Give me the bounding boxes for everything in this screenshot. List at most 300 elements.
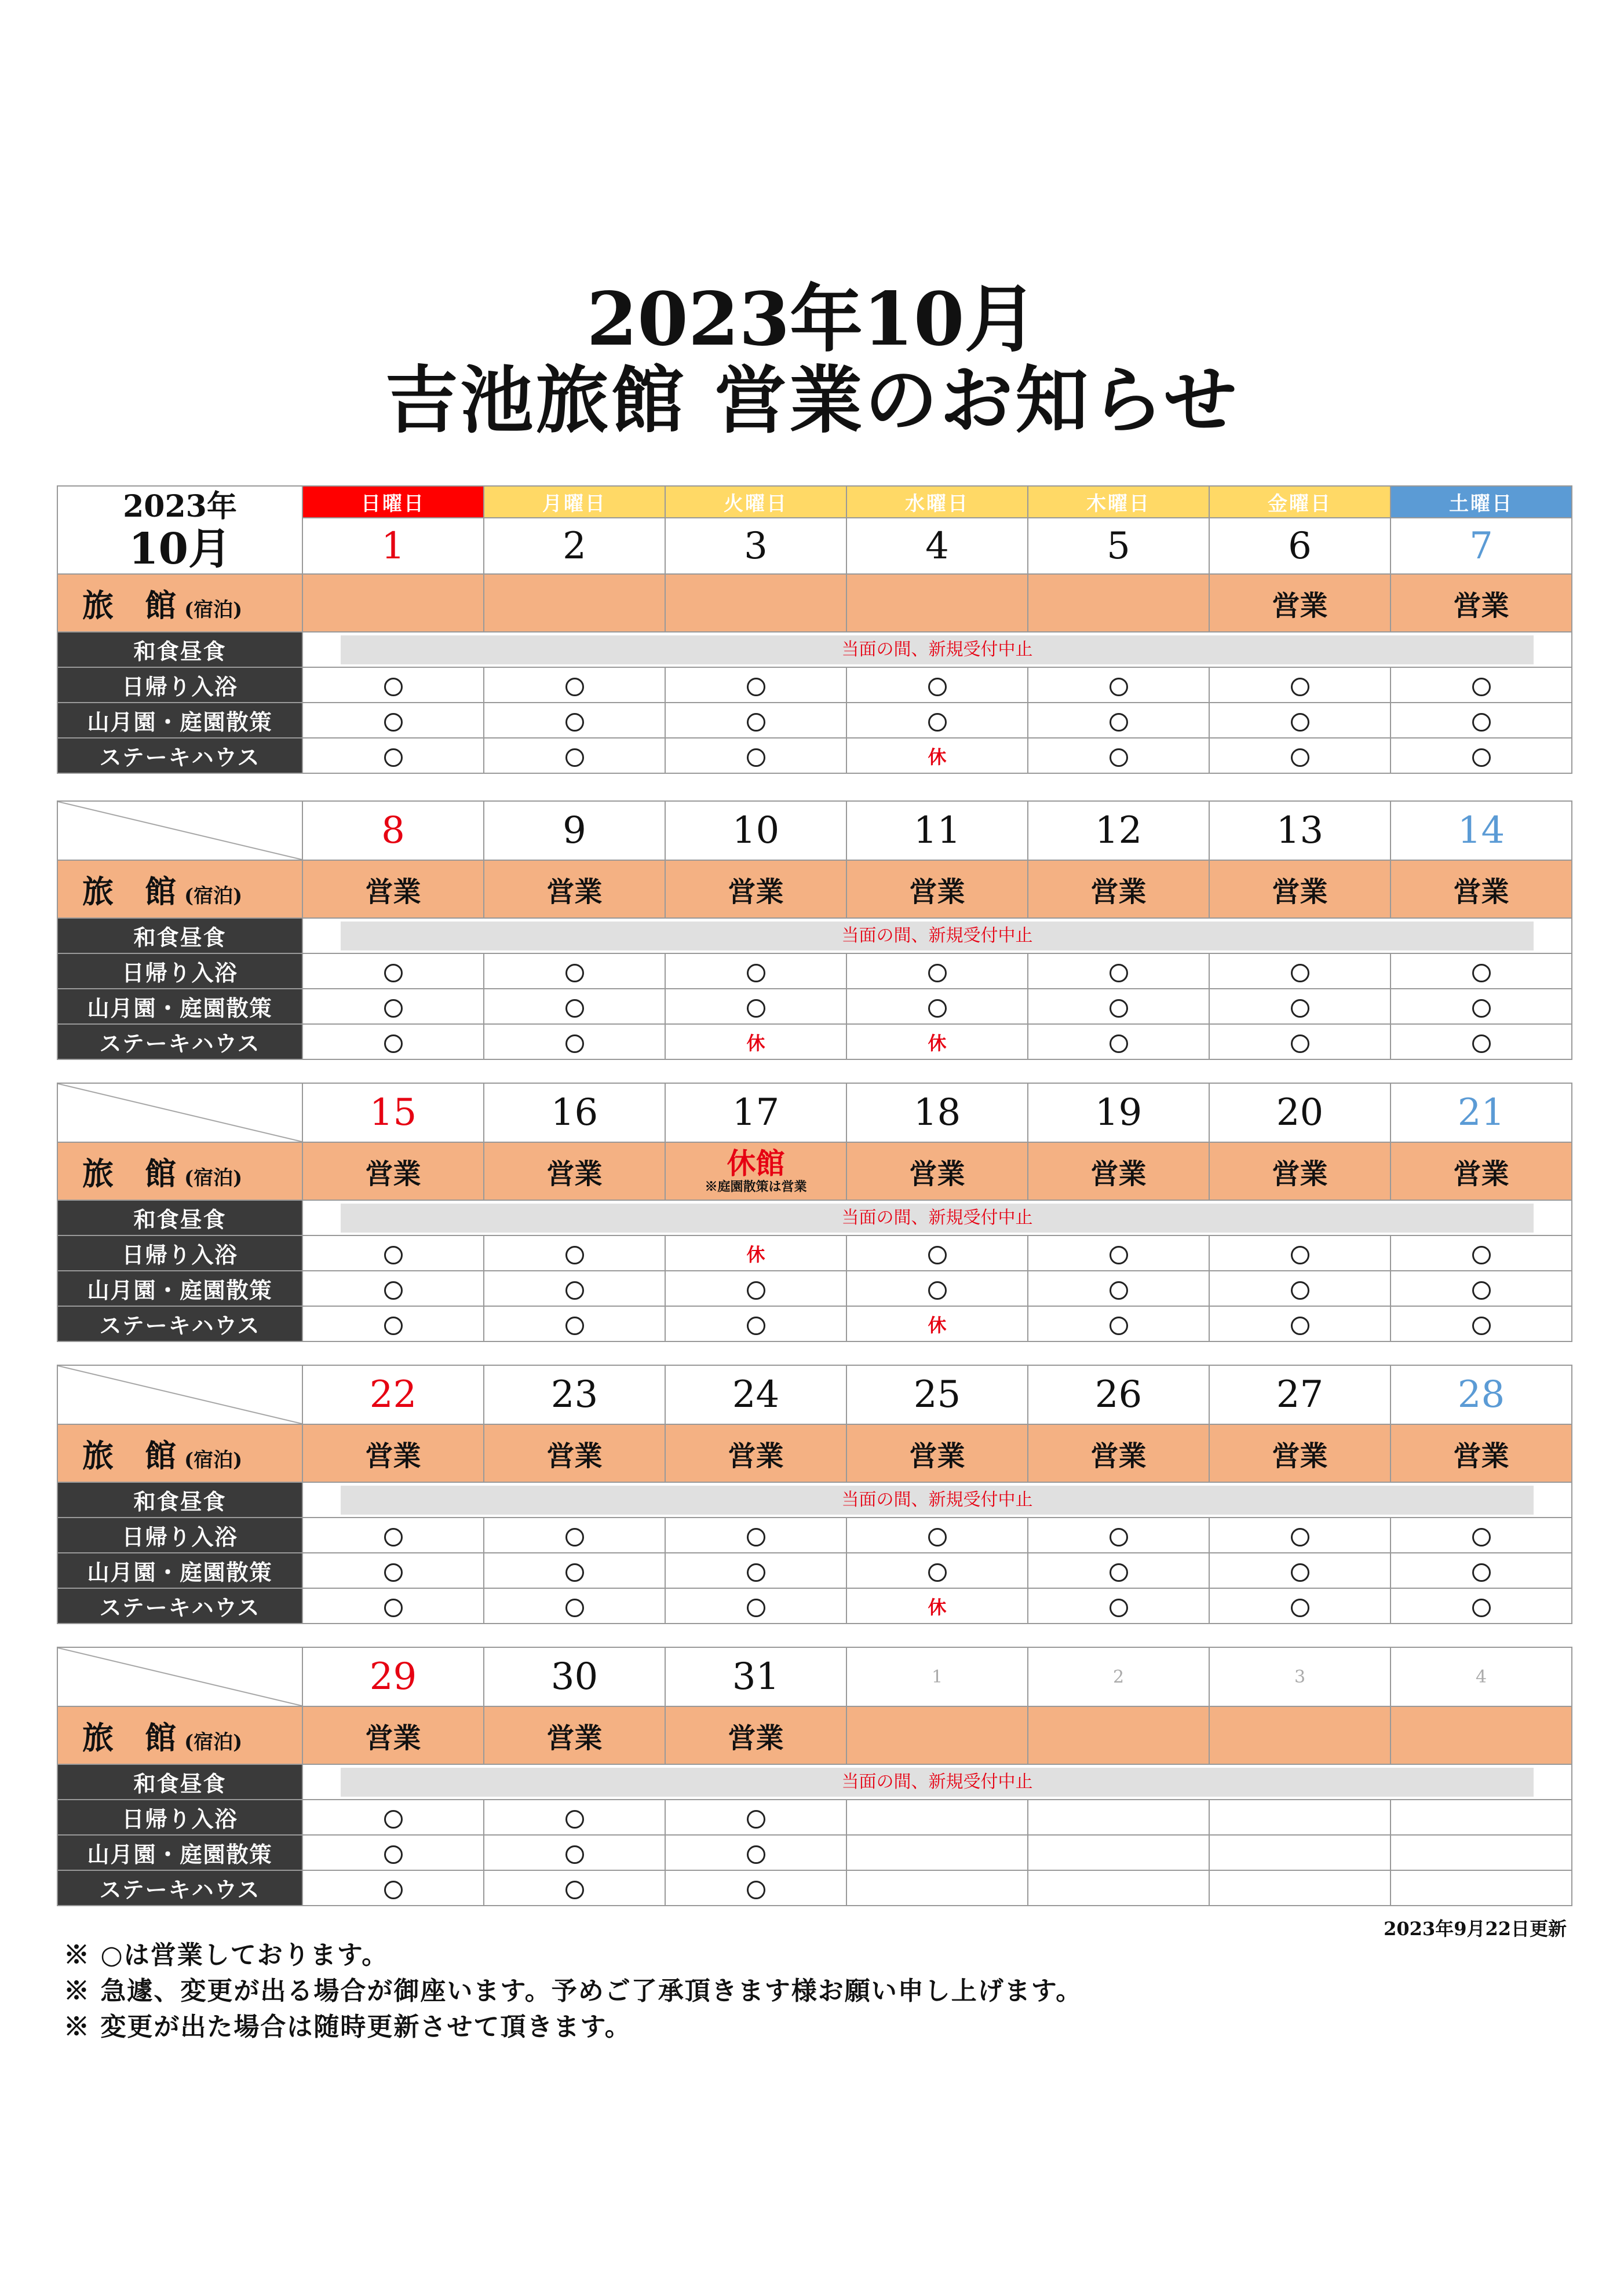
header-month: 10月	[129, 524, 231, 574]
ryokan-label-sub: (宿泊)	[184, 1166, 243, 1190]
notes	[64, 1937, 1082, 2045]
date-cell: 30	[484, 1647, 665, 1706]
ryokan-label-main: 旅 館	[82, 872, 176, 910]
date-cell: 10	[665, 801, 846, 860]
service-status	[1391, 1235, 1572, 1271]
week-table	[57, 1083, 1572, 1342]
service-label: 和食昼食	[57, 1482, 302, 1518]
service-status	[665, 1306, 846, 1341]
ryokan-status	[1028, 1706, 1209, 1764]
service-status	[1028, 989, 1209, 1024]
ryokan-status: 営業	[1209, 1424, 1391, 1482]
weekday-header: 木曜日	[1028, 486, 1209, 518]
service-status	[484, 1271, 665, 1306]
service-status	[1028, 1024, 1209, 1059]
service-status	[1028, 1235, 1209, 1271]
date-cell: 29	[302, 1647, 484, 1706]
higaeri-row	[57, 1518, 1572, 1553]
open-circle-icon	[565, 1563, 584, 1582]
open-circle-icon	[384, 678, 403, 696]
service-status	[1391, 1024, 1572, 1059]
ryokan-label-sub: (宿泊)	[184, 1730, 243, 1754]
open-circle-icon	[747, 1281, 765, 1300]
service-status	[665, 989, 846, 1024]
service-label: 和食昼食	[57, 632, 302, 667]
service-status	[1391, 1518, 1572, 1553]
date-row	[57, 1365, 1572, 1424]
ryokan-row	[57, 1424, 1572, 1482]
open-circle-icon	[565, 1599, 584, 1617]
ryokan-status: 営業	[665, 1424, 846, 1482]
date-cell: 2	[1028, 1647, 1209, 1706]
open-circle-icon	[747, 999, 765, 1018]
service-label: ステーキハウス	[57, 1870, 302, 1906]
open-circle-icon	[1110, 1599, 1128, 1617]
service-status	[665, 1235, 846, 1271]
open-circle-icon	[384, 1563, 403, 1582]
service-status	[1209, 1870, 1391, 1906]
service-status	[484, 1306, 665, 1341]
open-circle-icon	[565, 1881, 584, 1899]
service-status	[484, 1870, 665, 1906]
ryokan-status: 営業	[1209, 1142, 1391, 1200]
open-circle-icon	[1472, 748, 1491, 767]
open-circle-icon	[1110, 1281, 1128, 1300]
service-status	[302, 1271, 484, 1306]
service-status	[1209, 1800, 1391, 1835]
open-circle-icon	[1110, 713, 1128, 732]
service-status	[302, 989, 484, 1024]
service-status	[846, 953, 1028, 989]
service-label: 日帰り入浴	[57, 953, 302, 989]
open-circle-icon	[1291, 964, 1309, 982]
service-status	[846, 1235, 1028, 1271]
lunch-suspended-banner: 当面の間、新規受付中止	[341, 1486, 1534, 1515]
ryokan-label-main: 旅 館	[82, 1154, 176, 1192]
open-circle-icon	[384, 1246, 403, 1264]
date-cell: 22	[302, 1365, 484, 1424]
open-circle-icon	[384, 1599, 403, 1617]
service-status	[1028, 1870, 1209, 1906]
service-status	[1209, 1271, 1391, 1306]
higaeri-row	[57, 1235, 1572, 1271]
open-circle-icon	[1472, 1034, 1491, 1053]
ryokan-status	[1209, 1706, 1391, 1764]
open-circle-icon	[1291, 1034, 1309, 1053]
date-cell: 13	[1209, 801, 1391, 860]
date-cell: 26	[1028, 1365, 1209, 1424]
service-status	[484, 1800, 665, 1835]
service-status	[1209, 667, 1391, 703]
open-circle-icon	[1291, 1317, 1309, 1335]
service-status	[1028, 1588, 1209, 1624]
open-circle-icon	[1472, 1281, 1491, 1300]
open-circle-icon	[384, 1281, 403, 1300]
weekday-header: 水曜日	[846, 486, 1028, 518]
open-circle-icon	[384, 1317, 403, 1335]
ryokan-status: 営業	[665, 1706, 846, 1764]
ryokan-status: 営業	[1391, 860, 1572, 918]
header-year: 2023年	[123, 489, 237, 524]
service-status	[846, 1588, 1028, 1624]
open-circle-icon	[928, 1281, 947, 1300]
service-status	[665, 703, 846, 738]
service-label: 日帰り入浴	[57, 667, 302, 703]
date-cell: 4	[1391, 1647, 1572, 1706]
corner-cell	[57, 801, 302, 860]
service-status	[302, 1870, 484, 1906]
service-label: 山月園・庭園散策	[57, 989, 302, 1024]
open-circle-icon	[928, 678, 947, 696]
closed-mark: 休	[928, 1314, 947, 1336]
ryokan-status: 営業	[1391, 1142, 1572, 1200]
open-circle-icon	[747, 1810, 765, 1829]
open-circle-icon	[1110, 1317, 1128, 1335]
service-status	[665, 1271, 846, 1306]
open-circle-icon	[1472, 1528, 1491, 1546]
service-status	[1209, 953, 1391, 989]
steak-row	[57, 738, 1572, 773]
ryokan-status	[484, 574, 665, 632]
service-status	[484, 1235, 665, 1271]
open-circle-icon	[1472, 964, 1491, 982]
service-status	[846, 989, 1028, 1024]
service-status	[484, 667, 665, 703]
open-circle-icon	[747, 1528, 765, 1546]
open-circle-icon	[565, 964, 584, 982]
open-circle-icon	[384, 999, 403, 1018]
service-label: 和食昼食	[57, 1200, 302, 1235]
date-cell: 6	[1209, 518, 1391, 574]
lunch-suspended-banner: 当面の間、新規受付中止	[341, 1768, 1534, 1797]
date-cell: 21	[1391, 1083, 1572, 1142]
ryokan-label	[57, 1706, 302, 1764]
date-cell: 23	[484, 1365, 665, 1424]
open-circle-icon	[384, 748, 403, 767]
service-status	[665, 738, 846, 773]
service-label: ステーキハウス	[57, 738, 302, 773]
ryokan-label	[57, 574, 302, 632]
service-status	[302, 1553, 484, 1588]
service-status	[1028, 1518, 1209, 1553]
ryokan-status	[1028, 574, 1209, 632]
open-circle-icon	[747, 1881, 765, 1899]
date-cell: 12	[1028, 801, 1209, 860]
lunch-row	[57, 1482, 1572, 1518]
service-status	[1028, 1800, 1209, 1835]
open-circle-icon	[1110, 1563, 1128, 1582]
service-status	[302, 703, 484, 738]
lunch-row	[57, 632, 1572, 667]
sangetsuen-row	[57, 989, 1572, 1024]
date-cell: 3	[665, 518, 846, 574]
date-cell: 1	[846, 1647, 1028, 1706]
service-status	[302, 1800, 484, 1835]
ryokan-status: 営業	[1391, 574, 1572, 632]
service-label: 山月園・庭園散策	[57, 1835, 302, 1870]
service-label: ステーキハウス	[57, 1306, 302, 1341]
ryokan-status: 営業	[484, 1142, 665, 1200]
ryokan-status: 営業	[484, 1706, 665, 1764]
ryokan-row	[57, 574, 1572, 632]
service-status	[1209, 703, 1391, 738]
weekday-header: 金曜日	[1209, 486, 1391, 518]
ryokan-status: 営業	[1209, 574, 1391, 632]
service-status	[1028, 1306, 1209, 1341]
date-cell: 28	[1391, 1365, 1572, 1424]
lunch-suspended-banner: 当面の間、新規受付中止	[341, 635, 1534, 664]
lunch-suspended-banner: 当面の間、新規受付中止	[341, 1204, 1534, 1233]
date-row	[57, 1083, 1572, 1142]
service-label: 和食昼食	[57, 918, 302, 953]
service-status	[1391, 953, 1572, 989]
open-circle-icon	[1291, 999, 1309, 1018]
ryokan-status: 営業	[1391, 1424, 1572, 1482]
lunch-row	[57, 1764, 1572, 1800]
ryokan-label-sub: (宿泊)	[184, 1448, 243, 1472]
service-status	[1028, 953, 1209, 989]
service-status	[484, 1588, 665, 1624]
open-circle-icon	[565, 1317, 584, 1335]
service-label: ステーキハウス	[57, 1588, 302, 1624]
service-status	[1028, 667, 1209, 703]
note-line: ※ 急遽、変更が出る場合が御座います。予めご了承頂きます様お願い申し上げます。	[64, 1976, 1083, 2006]
service-status	[302, 1235, 484, 1271]
ryokan-label-sub: (宿泊)	[184, 884, 243, 908]
service-status	[1391, 703, 1572, 738]
service-status	[846, 1518, 1028, 1553]
service-status	[846, 1870, 1028, 1906]
service-status	[665, 1835, 846, 1870]
service-status	[484, 953, 665, 989]
date-cell: 31	[665, 1647, 846, 1706]
service-label: 山月園・庭園散策	[57, 1553, 302, 1588]
ryokan-label	[57, 1142, 302, 1200]
service-status	[846, 1553, 1028, 1588]
service-status	[665, 667, 846, 703]
service-label: 日帰り入浴	[57, 1235, 302, 1271]
open-circle-icon	[1110, 999, 1128, 1018]
service-status	[846, 1800, 1028, 1835]
date-cell: 1	[302, 518, 484, 574]
service-status	[302, 667, 484, 703]
open-circle-icon	[1472, 999, 1491, 1018]
steak-row	[57, 1870, 1572, 1906]
higaeri-row	[57, 1800, 1572, 1835]
service-status	[1028, 703, 1209, 738]
service-status	[1209, 1835, 1391, 1870]
open-circle-icon	[1110, 964, 1128, 982]
open-circle-icon	[1291, 1563, 1309, 1582]
weekday-header: 月曜日	[484, 486, 665, 518]
open-circle-icon	[565, 748, 584, 767]
open-circle-icon	[1291, 1599, 1309, 1617]
service-label: ステーキハウス	[57, 1024, 302, 1059]
date-cell: 14	[1391, 801, 1572, 860]
weekday-header: 日曜日	[302, 486, 484, 518]
service-status	[665, 1800, 846, 1835]
date-cell: 17	[665, 1083, 846, 1142]
service-status	[665, 1870, 846, 1906]
date-cell: 18	[846, 1083, 1028, 1142]
open-circle-icon	[384, 1845, 403, 1864]
page-title: 吉池旅館 営業のお知らせ	[385, 357, 1239, 443]
service-status	[484, 1024, 665, 1059]
closed-mark: 休	[928, 1032, 947, 1054]
open-circle-icon	[565, 1810, 584, 1829]
service-status	[846, 667, 1028, 703]
lunch-row	[57, 1200, 1572, 1235]
note-line: ※ 変更が出た場合は随時更新させて頂きます。	[64, 2012, 632, 2042]
sangetsuen-row	[57, 1835, 1572, 1870]
service-status	[1028, 1553, 1209, 1588]
ryokan-status	[665, 574, 846, 632]
ryokan-status: 営業	[484, 1424, 665, 1482]
service-status	[1391, 989, 1572, 1024]
open-circle-icon	[928, 1246, 947, 1264]
weekday-row	[57, 486, 1572, 518]
date-cell: 5	[1028, 518, 1209, 574]
service-status	[484, 738, 665, 773]
date-row	[57, 1647, 1572, 1706]
open-circle-icon	[565, 1034, 584, 1053]
date-cell: 20	[1209, 1083, 1391, 1142]
open-circle-icon	[384, 1034, 403, 1053]
service-status	[1391, 1588, 1572, 1624]
steak-row	[57, 1588, 1572, 1624]
open-circle-icon	[928, 964, 947, 982]
open-circle-icon	[565, 1246, 584, 1264]
open-circle-icon	[1291, 713, 1309, 732]
open-circle-icon	[1291, 1246, 1309, 1264]
ryokan-status: 営業	[1209, 860, 1391, 918]
open-circle-icon	[1110, 1528, 1128, 1546]
open-circle-icon	[1110, 1246, 1128, 1264]
service-status	[302, 1518, 484, 1553]
service-status	[1391, 1553, 1572, 1588]
steak-row	[57, 1306, 1572, 1341]
ryokan-status: 営業	[1028, 1142, 1209, 1200]
service-status	[1391, 1800, 1572, 1835]
open-circle-icon	[1472, 1599, 1491, 1617]
ryokan-label-main: 旅 館	[82, 1436, 176, 1474]
open-circle-icon	[1291, 748, 1309, 767]
date-cell: 4	[846, 518, 1028, 574]
ryokan-label-main: 旅 館	[82, 586, 176, 624]
service-status	[1209, 989, 1391, 1024]
service-status	[1209, 1518, 1391, 1553]
open-circle-icon	[384, 1810, 403, 1829]
open-circle-icon	[384, 713, 403, 732]
open-circle-icon	[1472, 1246, 1491, 1264]
ryokan-label	[57, 860, 302, 918]
service-status	[1209, 1553, 1391, 1588]
closed-note: ※庭園散策は営業	[705, 1179, 807, 1194]
service-status	[302, 738, 484, 773]
lunch-row	[57, 918, 1572, 953]
steak-row	[57, 1024, 1572, 1059]
updated-date: 2023年9月22日更新	[1384, 1918, 1567, 1940]
ryokan-status	[846, 1706, 1028, 1764]
month-header	[57, 486, 302, 574]
service-status	[302, 1588, 484, 1624]
service-status	[846, 703, 1028, 738]
service-status	[665, 1553, 846, 1588]
service-status	[302, 1024, 484, 1059]
open-circle-icon	[565, 713, 584, 732]
sangetsuen-row	[57, 703, 1572, 738]
service-status	[302, 953, 484, 989]
weekday-header: 土曜日	[1391, 486, 1572, 518]
service-status	[846, 1271, 1028, 1306]
ryokan-status	[846, 574, 1028, 632]
open-circle-icon	[565, 1845, 584, 1864]
open-circle-icon	[565, 1528, 584, 1546]
open-circle-icon	[928, 713, 947, 732]
closed-mark: 休	[928, 1596, 947, 1618]
corner-cell	[57, 1083, 302, 1142]
service-status	[846, 1024, 1028, 1059]
service-status	[1391, 1835, 1572, 1870]
ryokan-status: 営業	[302, 1706, 484, 1764]
open-circle-icon	[747, 1563, 765, 1582]
ryokan-row	[57, 860, 1572, 918]
ryokan-row	[57, 1142, 1572, 1200]
week-table	[57, 800, 1572, 1060]
service-label: 山月園・庭園散策	[57, 703, 302, 738]
ryokan-status	[302, 574, 484, 632]
open-circle-icon	[1472, 1563, 1491, 1582]
date-cell: 25	[846, 1365, 1028, 1424]
open-circle-icon	[747, 1599, 765, 1617]
open-circle-icon	[747, 1317, 765, 1335]
ryokan-status: 営業	[484, 860, 665, 918]
service-status	[1391, 1306, 1572, 1341]
ryokan-status: 営業	[302, 1424, 484, 1482]
date-row	[57, 801, 1572, 860]
service-status	[484, 1553, 665, 1588]
service-status	[1391, 738, 1572, 773]
service-status	[665, 953, 846, 989]
open-circle-icon	[384, 1528, 403, 1546]
date-cell: 19	[1028, 1083, 1209, 1142]
closed-mark: 休	[746, 1243, 765, 1266]
service-status	[1028, 1271, 1209, 1306]
ryokan-status: 営業	[302, 1142, 484, 1200]
open-circle-icon	[928, 999, 947, 1018]
service-status	[1209, 1306, 1391, 1341]
date-cell: 11	[846, 801, 1028, 860]
open-circle-icon	[747, 678, 765, 696]
week-table	[57, 485, 1572, 774]
open-circle-icon	[565, 1281, 584, 1300]
service-status	[484, 1835, 665, 1870]
date-cell: 27	[1209, 1365, 1391, 1424]
date-cell: 3	[1209, 1647, 1391, 1706]
open-circle-icon	[384, 1881, 403, 1899]
open-circle-icon	[1291, 678, 1309, 696]
date-cell: 24	[665, 1365, 846, 1424]
open-circle-icon	[565, 678, 584, 696]
open-circle-icon	[1291, 1528, 1309, 1546]
service-status	[1209, 1024, 1391, 1059]
date-cell: 8	[302, 801, 484, 860]
service-status	[665, 1518, 846, 1553]
open-circle-icon	[747, 964, 765, 982]
open-circle-icon	[1472, 678, 1491, 696]
date-cell: 16	[484, 1083, 665, 1142]
ryokan-status: 営業	[1028, 860, 1209, 918]
